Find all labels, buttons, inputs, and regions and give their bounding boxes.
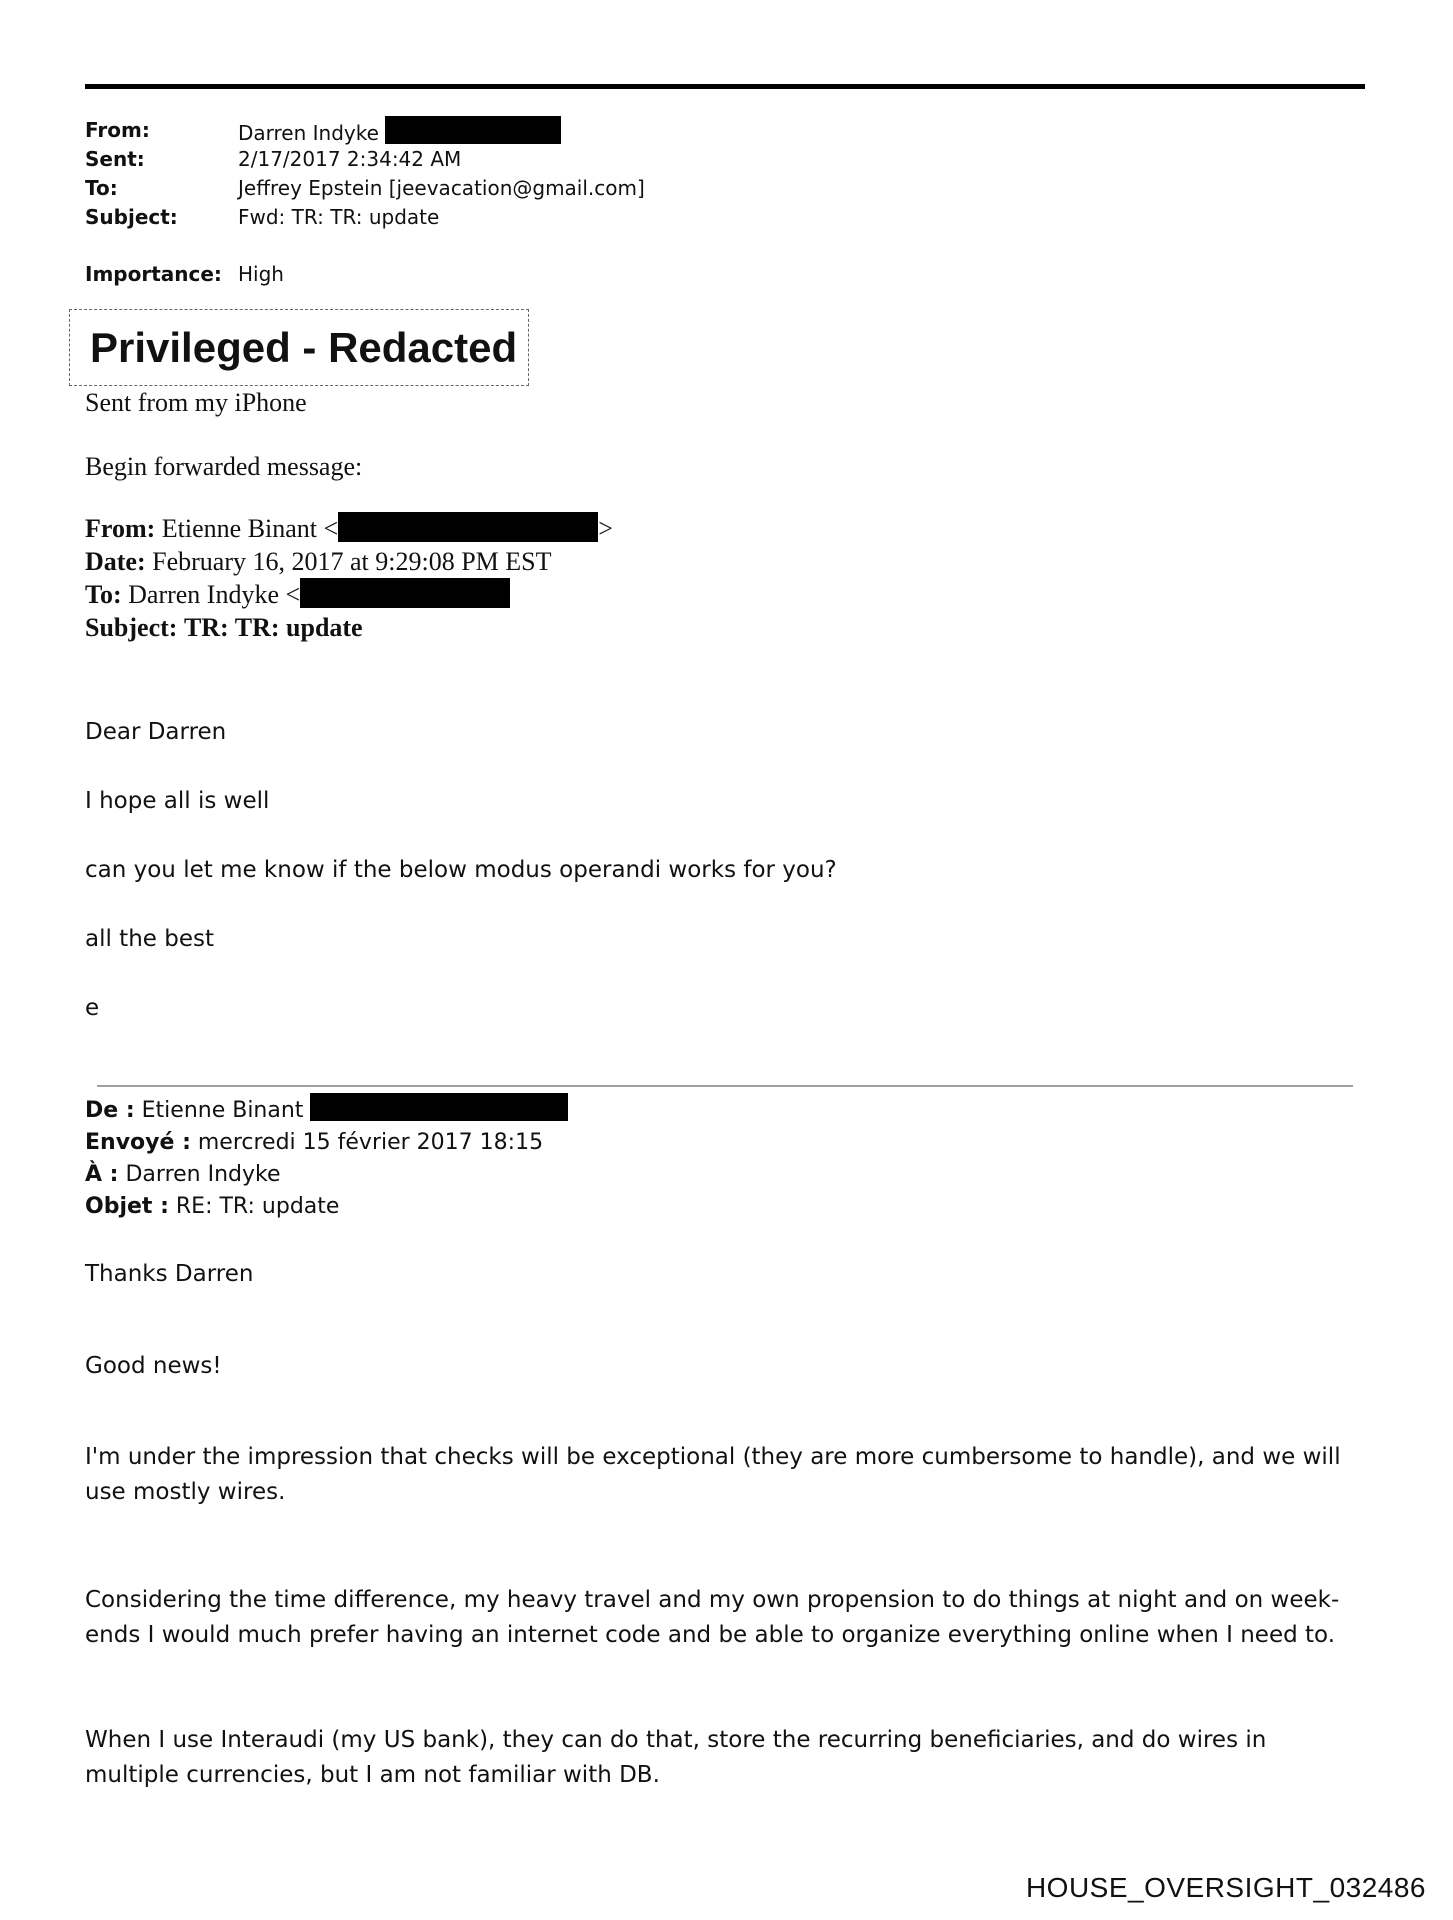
paragraph-time-difference: [85, 1583, 1385, 1653]
separator-line: [97, 1085, 1353, 1087]
good-news-line: Good news!: [85, 1353, 222, 1379]
paragraph-checks: [85, 1440, 1385, 1510]
fwd-subject-label: Subject:: [85, 613, 178, 642]
redaction-bar: [385, 116, 561, 144]
fwd-date-label: Date:: [85, 547, 146, 576]
objet-row: [85, 1191, 785, 1223]
signature: e: [85, 995, 100, 1021]
begin-forwarded-line: Begin forwarded message:: [85, 452, 363, 481]
fwd-to-row: [85, 578, 785, 611]
a-label: À :: [85, 1162, 119, 1187]
paragraph-line: multiple currencies, but I am not familiar with DB.: [85, 1762, 660, 1788]
header-row-sent: [85, 145, 985, 174]
importance-label: Importance:: [85, 262, 222, 286]
privileged-stamp: [69, 309, 529, 386]
thanks-line: Thanks Darren: [85, 1261, 254, 1287]
envoye-row: [85, 1127, 785, 1159]
sent-value: 2/17/2017 2:34:42 AM: [238, 147, 462, 171]
header-row-importance: [85, 260, 985, 289]
fwd-subject-row: [85, 611, 785, 644]
body-line: can you let me know if the below modus operandi works for you?: [85, 857, 837, 883]
paragraph-interaudi: [85, 1723, 1385, 1793]
from-value: [238, 116, 561, 148]
body-line: I hope all is well: [85, 788, 270, 814]
a-value: Darren Indyke: [125, 1162, 281, 1187]
header-row-subject: [85, 203, 985, 232]
email-header: [85, 116, 985, 286]
objet-label: Objet :: [85, 1194, 169, 1219]
fwd-from-value: Etienne Binant <: [161, 514, 339, 543]
from-label: From:: [85, 118, 150, 142]
redaction-bar: [310, 1093, 568, 1121]
header-row-from: [85, 116, 985, 145]
paragraph-line: ends I would much prefer having an internet code and be able to organize everything online when I need to.: [85, 1622, 1336, 1648]
top-rule: [85, 84, 1365, 89]
to-value: Jeffrey Epstein [jeevacation@gmail.com]: [238, 176, 645, 200]
paragraph-line: Considering the time difference, my heavy travel and my own propension to do things at night and on week-: [85, 1587, 1340, 1613]
fwd-from-row: [85, 512, 785, 545]
redaction-bar: [338, 512, 598, 542]
paragraph-line: use mostly wires.: [85, 1479, 286, 1505]
sent-from-line: Sent from my iPhone: [85, 388, 307, 417]
objet-value: RE: TR: update: [175, 1194, 340, 1219]
fwd-date-row: [85, 545, 785, 578]
envoye-label: Envoyé :: [85, 1130, 191, 1155]
de-row: [85, 1093, 785, 1127]
header-row-to: [85, 174, 985, 203]
greeting: Dear Darren: [85, 719, 227, 745]
fwd-to-label: To:: [85, 580, 122, 609]
sent-label: Sent:: [85, 147, 145, 171]
subject-value: Fwd: TR: TR: update: [238, 205, 440, 229]
privileged-stamp-text: Privileged - Redacted: [90, 324, 518, 371]
fwd-subject-value: TR: TR: update: [183, 613, 363, 642]
to-label: To:: [85, 176, 118, 200]
body-line: all the best: [85, 926, 214, 952]
bates-number: HOUSE_OVERSIGHT_032486: [1025, 1872, 1426, 1903]
paragraph-line: When I use Interaudi (my US bank), they can do that, store the recurring beneficiaries, and do wires in: [85, 1727, 1267, 1753]
forwarded-header: [85, 512, 785, 644]
subject-label: Subject:: [85, 205, 178, 229]
fwd-to-value: Darren Indyke <: [128, 580, 301, 609]
paragraph-line: I'm under the impression that checks will be exceptional (they are more cumbersome to handle), and we will: [85, 1444, 1341, 1470]
redaction-bar: [300, 578, 510, 608]
from-name: Darren Indyke: [238, 121, 379, 145]
fwd-date-value: February 16, 2017 at 9:29:08 PM EST: [152, 547, 552, 576]
fwd-from-close: >: [598, 514, 613, 543]
envoye-value: mercredi 15 février 2017 18:15: [197, 1130, 544, 1155]
a-row: [85, 1159, 785, 1191]
de-value: Etienne Binant: [141, 1098, 304, 1123]
de-label: De :: [85, 1098, 135, 1123]
fwd-from-label: From:: [85, 514, 156, 543]
importance-value: High: [238, 262, 284, 286]
original-message-header: [85, 1093, 785, 1221]
